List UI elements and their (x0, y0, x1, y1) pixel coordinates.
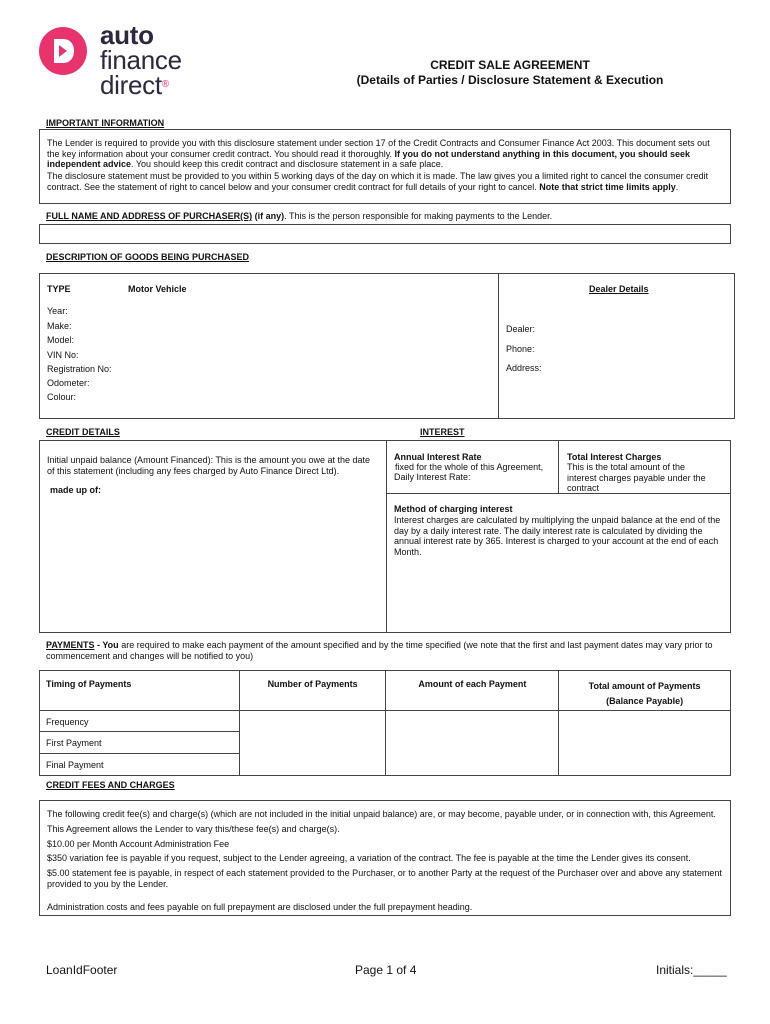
row-label-frequency: Frequency (40, 711, 240, 732)
col-timing: Timing of Payments (40, 671, 240, 711)
logo-word-finance: finance (100, 45, 182, 75)
interest-heading: INTEREST (420, 427, 465, 437)
payments-header-row (40, 671, 731, 711)
total-payments-cell[interactable] (559, 711, 731, 776)
logo-mark-icon (38, 26, 88, 76)
interest-method-text: Interest charges are calculated by multiplying the unpaid balance at the end of the day by a daily interest rate. The daily interest rate is calculated by dividing the annual interest rate by 365. Interest is charged to your account at the end of each Month. (394, 515, 721, 557)
col-amount: Amount of each Payment (386, 671, 559, 711)
fees-line-5: $5.00 statement fee is payable, in respect of each statement provided to the Purchaser, or to another Party at the request of the Purchaser over and above any statement provided to you by the Lender. (47, 868, 722, 889)
footer-page-number: Page 1 of 4 (355, 963, 417, 977)
amount-each-payment-cell[interactable] (386, 711, 559, 776)
table-row (40, 711, 731, 732)
fees-line-3: $10.00 per Month Account Administration Fee (47, 839, 230, 849)
goods-field-year: Year: (47, 306, 68, 316)
important-heading: IMPORTANT INFORMATION (46, 118, 165, 128)
dealer-field-address: Address: (506, 363, 542, 373)
interest-method-title: Method of charging interest (394, 504, 513, 514)
goods-box (39, 273, 735, 419)
goods-field-odometer: Odometer: (47, 378, 90, 388)
important-paragraph-1: The Lender is required to provide you with this disclosure statement under section 17 of the Credit Contracts and Consumer Finance Act 2003. This document sets out the key information about your consumer credit contract. You should read it thoroughly. If you do not understand anything in this document, you should seek independent advice. You should keep this credit contract and disclosure statement in a safe place. (47, 138, 710, 170)
goods-field-vin: VIN No: (47, 350, 79, 360)
interest-rate-line1: fixed for the whole of this Agreement, (395, 462, 544, 472)
row-label-first-payment: First Payment (40, 732, 240, 754)
goods-field-colour: Colour: (47, 392, 77, 402)
purchaser-field[interactable] (39, 224, 731, 244)
footer-initials: Initials:_____ (656, 963, 727, 977)
total-interest-text: This is the total amount of the interest charges payable under the contract (567, 462, 706, 494)
credit-made-up: made up of: (50, 485, 101, 495)
dealer-details-heading: Dealer Details (589, 284, 649, 294)
interest-rate-title: Annual Interest Rate (394, 452, 482, 462)
goods-field-model: Model: (47, 335, 75, 345)
logo-word-direct: direct® (100, 70, 169, 100)
credit-heading: CREDIT DETAILS (46, 427, 120, 437)
col-number: Number of Payments (239, 671, 386, 711)
fees-line-2: This Agreement allows the Lender to vary this/these fee(s) and charge(s). (47, 824, 340, 834)
interest-rate-line2: Daily Interest Rate: (394, 472, 471, 482)
interest-divider (558, 441, 559, 493)
document-subtitle: (Details of Parties / Disclosure Statement & Execution (356, 73, 664, 87)
fees-line-6: Administration costs and fees payable on full prepayment are disclosed under the full prepayment heading. (47, 902, 473, 912)
payments-heading: PAYMENTS - You are required to make each payment of the amount specified and by the time specified (we note that the first and last payment dates may vary prior to commencement and changes will be notified to you) (46, 640, 713, 661)
row-label-final-payment: Final Payment (40, 754, 240, 776)
total-interest-title: Total Interest Charges (567, 452, 662, 462)
number-of-payments-cell[interactable] (239, 711, 386, 776)
important-box (39, 129, 731, 204)
dealer-field-dealer: Dealer: (506, 324, 536, 334)
footer-loan-id: LoanIdFooter (46, 963, 118, 977)
document-title: CREDIT SALE AGREEMENT (430, 58, 590, 72)
purchaser-heading: FULL NAME AND ADDRESS OF PURCHASER(S) (if any). This is the person responsible for making payments to the Lender. (46, 211, 553, 221)
goods-heading: DESCRIPTION OF GOODS BEING PURCHASED (46, 252, 250, 262)
fees-line-4: $350 variation fee is payable if you request, subject to the Lender agreeing, a variation of the contract. The fee is payable at the time the Lender gives its consent. (47, 853, 691, 863)
fees-heading: CREDIT FEES AND CHARGES (46, 780, 175, 790)
goods-type-value: Motor Vehicle (128, 284, 187, 294)
goods-divider (498, 274, 499, 418)
credit-interest-box (39, 440, 731, 633)
goods-field-registration: Registration No: (47, 364, 112, 374)
col-total: Total amount of Payments (Balance Payable) (559, 671, 731, 711)
important-paragraph-2: The disclosure statement must be provided to you within 5 working days of the day on which it is made. The law gives you a limited right to cancel the consumer credit contract. See the statement of right to cancel below and your consumer credit contract for full details of your right to cancel. Note that strict time limits apply. (47, 171, 709, 192)
company-logo (38, 22, 218, 102)
fees-line-1: The following credit fee(s) and charge(s) (which are not included in the initial unpaid balance) are, or may become, payable under, or in connection with, this Agreement. (47, 809, 716, 819)
goods-field-make: Make: (47, 321, 72, 331)
logo-word-auto: auto (100, 20, 154, 50)
credit-text: Initial unpaid balance (Amount Financed): This is the amount you owe at the date of this statement (including any fees charged by Auto Finance Direct Ltd). (47, 455, 371, 476)
payments-table (39, 670, 731, 776)
dealer-field-phone: Phone: (506, 344, 535, 354)
credit-divider (386, 441, 387, 632)
fees-box (39, 800, 731, 916)
goods-type-label: TYPE (47, 284, 71, 294)
